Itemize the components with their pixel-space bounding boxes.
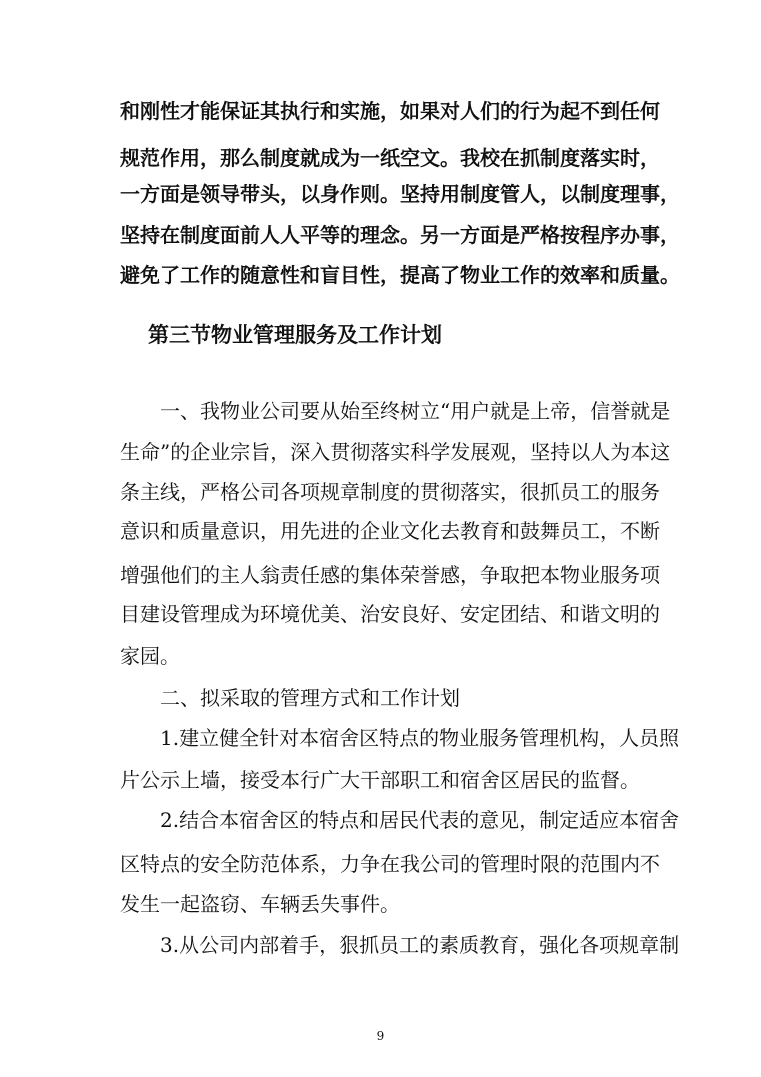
paragraph-line: 条主线，严格公司各项规章制度的贯彻落实，很抓员工的服务 (120, 480, 660, 504)
paragraph-line: 避免了工作的随意性和盲目性，提高了物业工作的效率和质量。 (120, 263, 680, 287)
paragraph-line: 3.从公司内部着手，狠抓员工的素质教育，强化各项规章制 (160, 933, 680, 957)
paragraph-line: 一、我物业公司要从始至终树立“用户就是上帝，信誉就是 (160, 399, 671, 423)
paragraph-line: 和刚性才能保证其执行和实施，如果对人们的行为起不到任何 (120, 99, 660, 123)
paragraph-line: 意识和质量意识，用先进的企业文化去教育和鼓舞员工，不断 (120, 519, 660, 543)
paragraph-line: 规范作用，那么制度就成为一纸空文。我校在抓制度落实时， (120, 146, 660, 170)
section-heading: 第三节物业管理服务及工作计划 (148, 322, 442, 347)
paragraph-line: 发生一起盗窃、车辆丢失事件。 (120, 892, 400, 916)
paragraph-line: 一方面是领导带头，以身作则。坚持用制度管人，以制度理事， (120, 182, 680, 206)
paragraph-line: 增强他们的主人翁责任感的集体荣誉感，争取把本物业服务项 (120, 563, 660, 587)
paragraph-line: 目建设管理成为环境优美、治安良好、安定团结、和谐文明的 (120, 602, 660, 626)
paragraph-line: 区特点的安全防范体系，力争在我公司的管理时限的范围内不 (120, 852, 660, 876)
paragraph-line: 坚持在制度面前人人平等的理念。另一方面是严格按程序办事， (120, 223, 680, 247)
page-number: 9 (376, 1029, 385, 1043)
paragraph-line: 生命”的企业宗旨，深入贯彻落实科学发展观，坚持以人为本这 (120, 440, 671, 464)
paragraph-line: 片公示上墙，接受本行广大干部职工和宿舍区居民的监督。 (120, 768, 640, 792)
paragraph-line: 家园。 (120, 644, 180, 668)
paragraph-line: 1.建立健全针对本宿舍区特点的物业服务管理机构，人员照 (160, 726, 680, 750)
paragraph-line: 二、拟采取的管理方式和工作计划 (160, 686, 460, 710)
paragraph-line: 2.结合本宿舍区的特点和居民代表的意见，制定适应本宿舍 (160, 808, 680, 832)
